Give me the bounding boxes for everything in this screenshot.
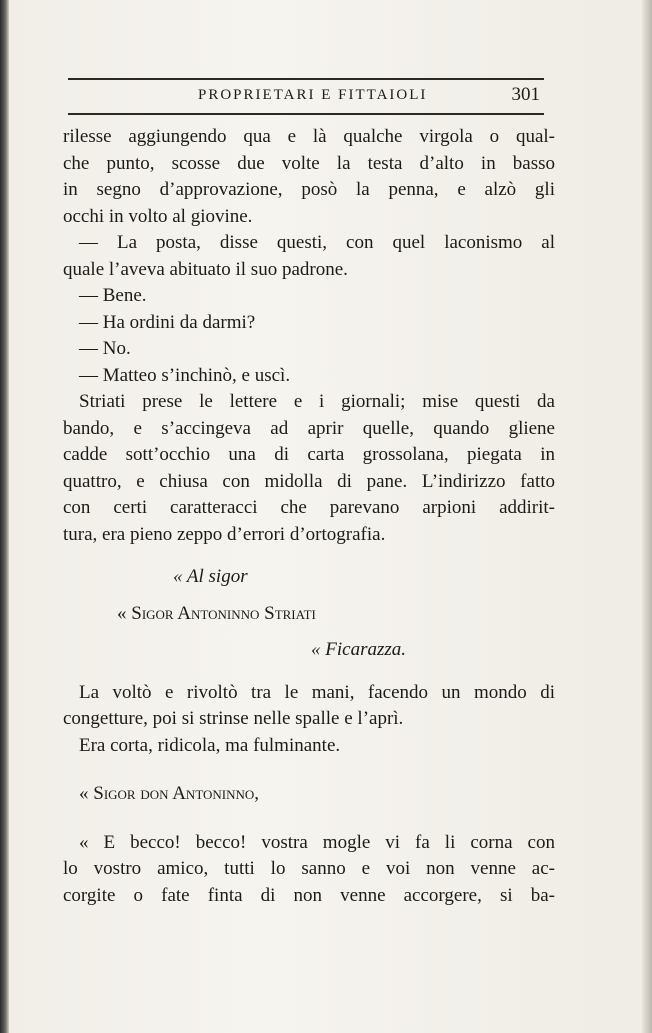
text-line: La voltò e rivoltò tra le mani, facendo un mondo di xyxy=(79,681,555,703)
letter-line: « E becco! becco! vostra mogle vi fa li corna con xyxy=(79,831,555,853)
text-line: Striati prese le lettere e i giornali; mise questi da xyxy=(79,391,555,412)
text-line: in segno d’approvazione, posò la penna, e alzò gli xyxy=(63,179,555,200)
text-line: tura, era pieno zeppo d’errori d’ortografia. xyxy=(63,523,386,545)
page-number: 301 xyxy=(511,84,540,105)
text-line: quattro, e chiusa con midolla di pane. L’indirizzo fatto xyxy=(63,470,555,492)
running-title: PROPRIETARI E FITTAIOLI xyxy=(198,87,428,103)
letter-salutation: « Sigor don Antoninno, xyxy=(79,783,260,804)
text-line: cadde sott’occhio una di carta grossolana, piegata in xyxy=(63,444,555,465)
body-text xyxy=(63,124,555,909)
letter-line: corgite o fate finta di non venne accorgere, si ba- xyxy=(63,884,555,906)
header-rule-bottom xyxy=(68,113,544,115)
text-line: — No. xyxy=(79,338,131,359)
running-head xyxy=(68,84,544,110)
text-line: rilesse aggiungendo qua e là qualche virgola o qual- xyxy=(63,126,555,147)
text-line: congetture, poi si strinse nelle spalle e l’aprì. xyxy=(63,708,404,729)
text-line: — Bene. xyxy=(79,285,147,306)
page-gutter-shadow xyxy=(0,0,9,1033)
text-line: — Matteo s’inchinò, e uscì. xyxy=(79,364,291,386)
letter-line: lo vostro amico, tutti lo sanno e voi non venne ac- xyxy=(63,858,555,879)
text-line: — Ha ordini da darmi? xyxy=(79,311,256,333)
header-rule-top xyxy=(68,78,544,80)
letter-address-line: « Al sigor xyxy=(173,566,248,587)
text-line: che punto, scosse due volte la testa d’alto in basso xyxy=(63,152,555,174)
text-line: quale l’aveva abituato il suo padrone. xyxy=(63,258,348,280)
text-line: bando, e s’accingeva ad aprir quelle, quando gliene xyxy=(63,417,555,439)
letter-address-line: « Sigor Antoninno Striati xyxy=(117,602,316,624)
text-line: con certi caratteracci che parevano arpioni addirit- xyxy=(63,497,555,518)
text-line: occhi in volto al giovine. xyxy=(63,205,253,227)
letter-address-line: « Ficarazza. xyxy=(311,639,406,660)
text-line: — La posta, disse questi, con quel laconismo al xyxy=(79,232,555,253)
text-line: Era corta, ridicola, ma fulminante. xyxy=(79,734,341,756)
page-edge xyxy=(642,0,652,1033)
